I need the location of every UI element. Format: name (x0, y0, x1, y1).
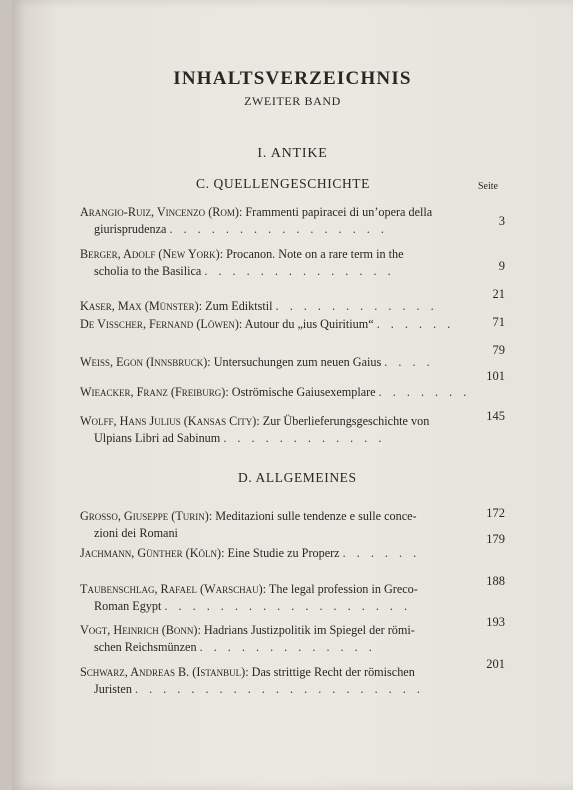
entry-page: 3 (498, 214, 505, 228)
section-heading-c: C. QUELLENGESCHICHTE (196, 176, 370, 191)
toc-entry: Wieacker, Franz (Freiburg): Oströmische Gaiusexemplare . . . . . . . 101 (80, 369, 505, 399)
entry-title-continued: Ulpians Libri ad Sabinum (94, 431, 221, 445)
toc-entry: Arangio-Ruiz, Vincenzo (Rom): Frammenti papiracei di un’opera della giurisprudenza . . . . . . . . . . . . . . . . 3 (80, 205, 505, 236)
toc-entry: Berger, Adolf (New York): Procanon. Note on a rare term in the scholia to the Basilica . . . . . . . . . . . . . . 9 (80, 247, 505, 278)
entry-title: : Eine Studie zu Properz (221, 546, 340, 560)
entry-author: Arangio-Ruiz, Vincenzo (Rom) (80, 205, 239, 219)
entry-author: Weiss, Egon (Innsbruck) (80, 355, 208, 369)
toc-entry: Kaser, Max (Münster): Zum Ediktstil . . . . . . . . . . . . 21 (80, 287, 505, 313)
entry-title: : Hadrians Justizpolitik im Spiegel der römi- (197, 623, 415, 637)
entry-author: Taubenschlag, Rafael (Warschau) (80, 582, 263, 596)
entry-title: : Frammenti papiracei di un’opera della (238, 205, 433, 219)
entry-author: De Visscher, Fernand (Löwen) (80, 317, 239, 331)
entry-page: 71 (492, 315, 505, 329)
toc-entry: Vogt, Heinrich (Bonn): Hadrians Justizpolitik im Spiegel der römi- schen Reichsmünzen . . . . . . . . . . . . . 193 (80, 615, 505, 654)
page-column-label: Seite (478, 181, 498, 192)
entry-author: Wolff, Hans Julius (Kansas City) (80, 414, 257, 428)
entry-title: : Das strittige Recht der römischen (245, 665, 415, 679)
toc-entry: Weiss, Egon (Innsbruck): Untersuchungen zum neuen Gaius . . . . 79 (80, 343, 505, 369)
entry-page: 172 (486, 506, 505, 520)
toc-entry (80, 508, 505, 542)
entry-author: Kaser, Max (Münster) (80, 299, 199, 313)
entry-title: : Zum Ediktstil (198, 299, 273, 313)
entry-title: : Autour du „ius Quiritium“ (238, 317, 374, 331)
entry-title: : Untersuchungen zum neuen Gaius (207, 355, 382, 369)
entry-title-continued: Juristen (94, 682, 132, 696)
section-heading-d: D. ALLGEMEINES (238, 470, 357, 485)
entry-author: Wieacker, Franz (Freiburg) (80, 385, 226, 399)
toc-entry: Jachmann, Günther (Köln): Eine Studie zu Properz . . . . . . 179 (80, 532, 505, 560)
toc-entry: Wolff, Hans Julius (Kansas City): Zur Überlieferungsgeschichte von Ulpians Libri ad Sabinum . . . . . . . . . . . . 145 (80, 409, 505, 445)
entry-title-continued: giurisprudenza (94, 222, 167, 236)
entry-page: 188 (486, 574, 505, 588)
entry-author: Grosso, Giuseppe (Turin) (80, 509, 209, 523)
entry-title-continued: Roman Egypt (94, 599, 162, 613)
entry-author: Berger, Adolf (New York) (80, 247, 220, 261)
entry-title: : Zur Überlieferungsgeschichte von (256, 414, 430, 428)
book-page (12, 0, 573, 790)
entry-title-continued: zioni dei Romani (94, 526, 178, 540)
page-title: INHALTSVERZEICHNIS (173, 68, 412, 89)
entry-page: 193 (486, 615, 505, 629)
entry-author: Schwarz, Andreas B. (Istanbul) (80, 665, 246, 679)
entry-page: 9 (498, 259, 505, 273)
entry-title: : The legal profession in Greco- (262, 582, 418, 596)
entry-page: 201 (486, 657, 505, 671)
entry-page: 79 (492, 343, 505, 357)
entry-title-continued: schen Reichsmünzen (94, 640, 197, 654)
entry-page: 21 (492, 287, 505, 301)
toc-entry: Schwarz, Andreas B. (Istanbul): Das strittige Recht der römischen Juristen . . . . . . . . . . . . . . . . . . . . . 201 (80, 657, 505, 696)
entry-author: Jachmann, Günther (Köln) (80, 546, 222, 560)
entry-page: 101 (486, 369, 505, 383)
entry-title: : Oströmische Gaiusexemplare (225, 385, 376, 399)
entry-title: : Meditazioni sulle tendenze e sulle conce- (208, 509, 417, 523)
part-heading: I. ANTIKE (257, 146, 328, 161)
toc-entry: De Visscher, Fernand (Löwen): Autour du „ius Quiritium“ . . . . . . 71 (80, 315, 505, 331)
entry-title: : Procanon. Note on a rare term in the (219, 247, 404, 261)
entry-author: Vogt, Heinrich (Bonn) (80, 623, 198, 637)
entry-page: 145 (486, 409, 505, 423)
entry-title-continued: scholia to the Basilica (94, 264, 202, 278)
page-subtitle: ZWEITER BAND (244, 94, 341, 108)
entry-page: 179 (486, 532, 505, 546)
toc-entry: Taubenschlag, Rafael (Warschau): The legal profession in Greco- Roman Egypt . . . . . . . . . . . . . . . . . . 188 (80, 574, 505, 613)
